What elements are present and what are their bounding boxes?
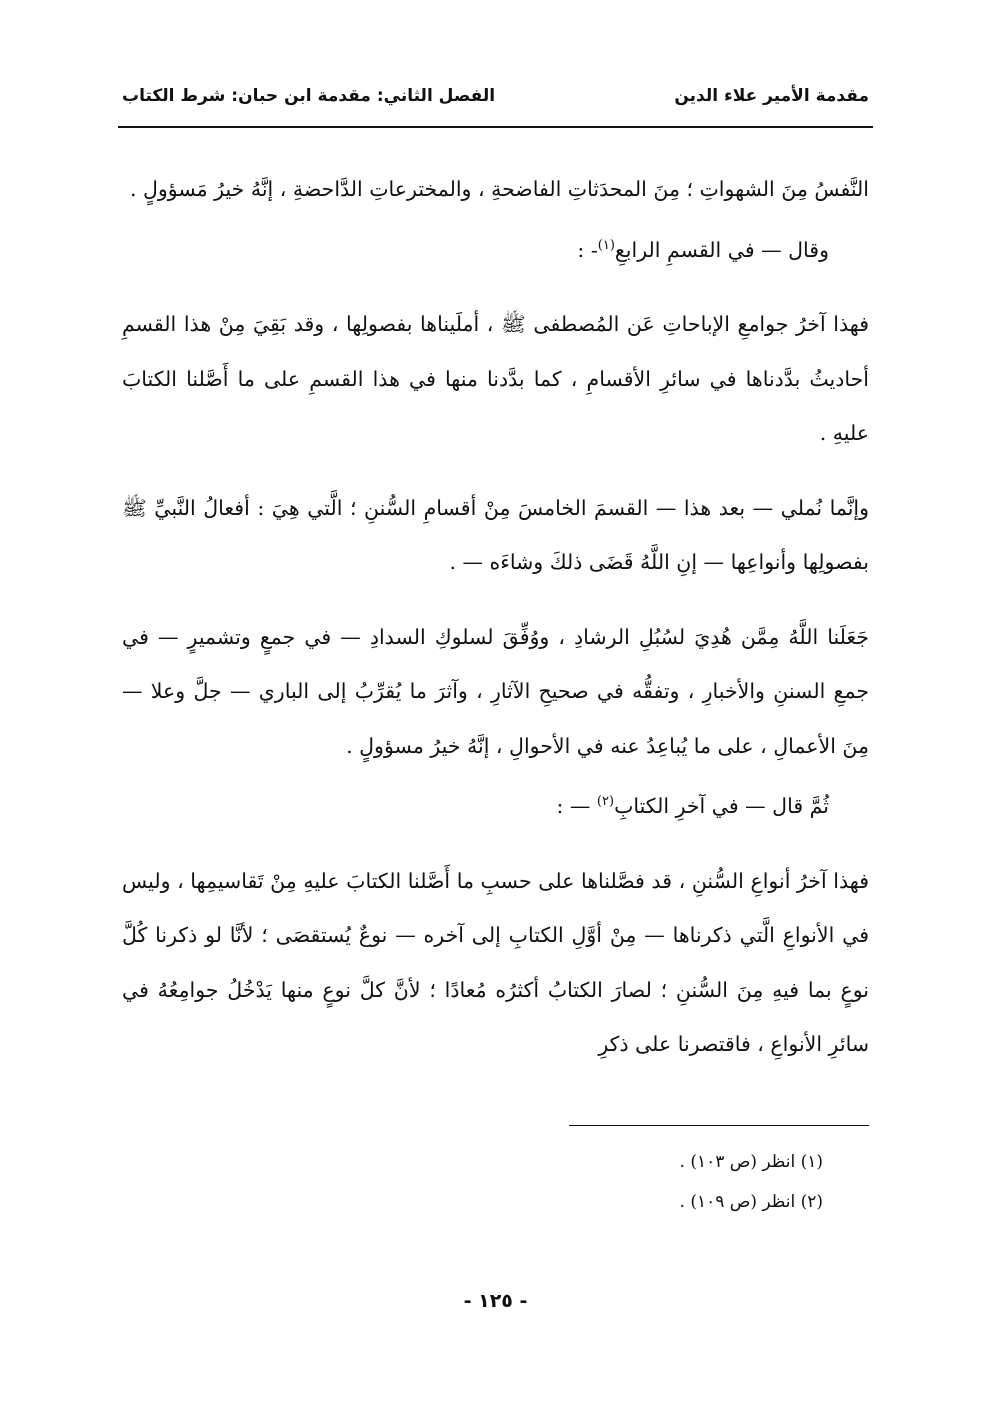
footnote-ref-2[interactable]: (٢)	[596, 794, 615, 810]
paragraph-6-tail: — :	[556, 794, 597, 818]
header-rule	[118, 126, 873, 128]
footnote-1: (١) انظر (ص ١٠٣) .	[679, 1152, 823, 1172]
paragraph-7: فهذا آخرُ أنواعِ السُّننِ ، قد فصَّلناها على حسبِ ما أَصَّلنا الكتابَ عليهِ مِنْ تَقاسيمِها ، وليس في الأنواعِ الَّتي ذكرناها — مِنْ أوَّلِ الكتابِ إلى آخره — نوعٌ يُستقصَى ؛ لأنَّا لو ذكرنا كُلَّ نوعٍ بما فيهِ مِنَ السُّننِ ؛ لصارَ الكتابُ أكثرُه مُعادًا ؛ لأنَّ كلَّ نوعٍ منها يَدْخُلُ جوامِعُهُ في سائرِ الأنواعِ ، فاقتصرنا على ذكرِ	[122, 868, 869, 1056]
paragraph-6	[122, 779, 869, 834]
footnote-ref-1[interactable]: (١)	[597, 237, 615, 253]
paragraph-4: وإنَّما نُملي — بعد هذا — القسمَ الخامسَ مِنْ أقسامِ السُّننِ ؛ الَّتي هِيَ : أفعالُ النَّبيِّ ﷺ بفصولِها وأنواعِها — إنِ اللَّهُ قَضَى ذلكَ وشاءَه — .	[122, 495, 869, 574]
main-text	[122, 162, 869, 1092]
paragraph-2-tail: - :	[577, 237, 598, 262]
running-header	[122, 86, 869, 106]
paragraph-1: النَّفسُ مِنَ الشهواتِ ؛ مِنَ المحدَثاتِ الفاضحةِ ، والمخترعاتِ الدَّاحضةِ ، إنَّهُ خيرُ مَسؤولٍ .	[129, 177, 869, 201]
paragraph-3: فهذا آخرُ جوامعِ الإباحاتِ عَن المُصطفى ﷺ ، أملَيناها بفصولِها ، وقد بَقِيَ مِنْ هذا القسمِ أحاديثُ بدَّدناها في سائرِ الأقسامِ ، كما بدَّدنا منها في هذا القسمِ على ما أَصَّلنا الكتابَ عليهِ .	[122, 312, 869, 445]
header-book-title: مقدمة الأمير علاء الدين	[674, 86, 869, 106]
page-number: - ١٢٥ -	[463, 1290, 528, 1312]
paragraph-6-text: ثُمَّ قال — في آخرِ الكتابِ	[614, 794, 829, 818]
header-chapter-title: الفصل الثاني: مقدمة ابن حبان: شرط الكتاب	[122, 86, 496, 106]
footnote-rule	[569, 1125, 869, 1126]
paragraph-2-text: وقال — في القسمِ الرابعِ	[614, 237, 829, 262]
paragraph-5: جَعَلَنا اللَّهُ مِمَّن هُدِيَ لسُبُلِ الرشادِ ، ووُفِّقَ لسلوكِ السدادِ — في جمعٍ وتشميرٍ — في جمعِ السننِ والأخبارِ ، وتفقُّه في صحيحِ الآثارِ ، وآثرَ ما يُقرِّبُ إلى الباري — جلَّ وعلا — مِنَ الأعمالِ ، على ما يُباعِدُ عنه في الأحوالِ ، إنَّهُ خيرُ مسؤولٍ .	[122, 624, 869, 758]
paragraph-2	[122, 223, 869, 278]
footnotes	[300, 1142, 823, 1222]
footnote-2: (٢) انظر (ص ١٠٩) .	[679, 1192, 823, 1212]
